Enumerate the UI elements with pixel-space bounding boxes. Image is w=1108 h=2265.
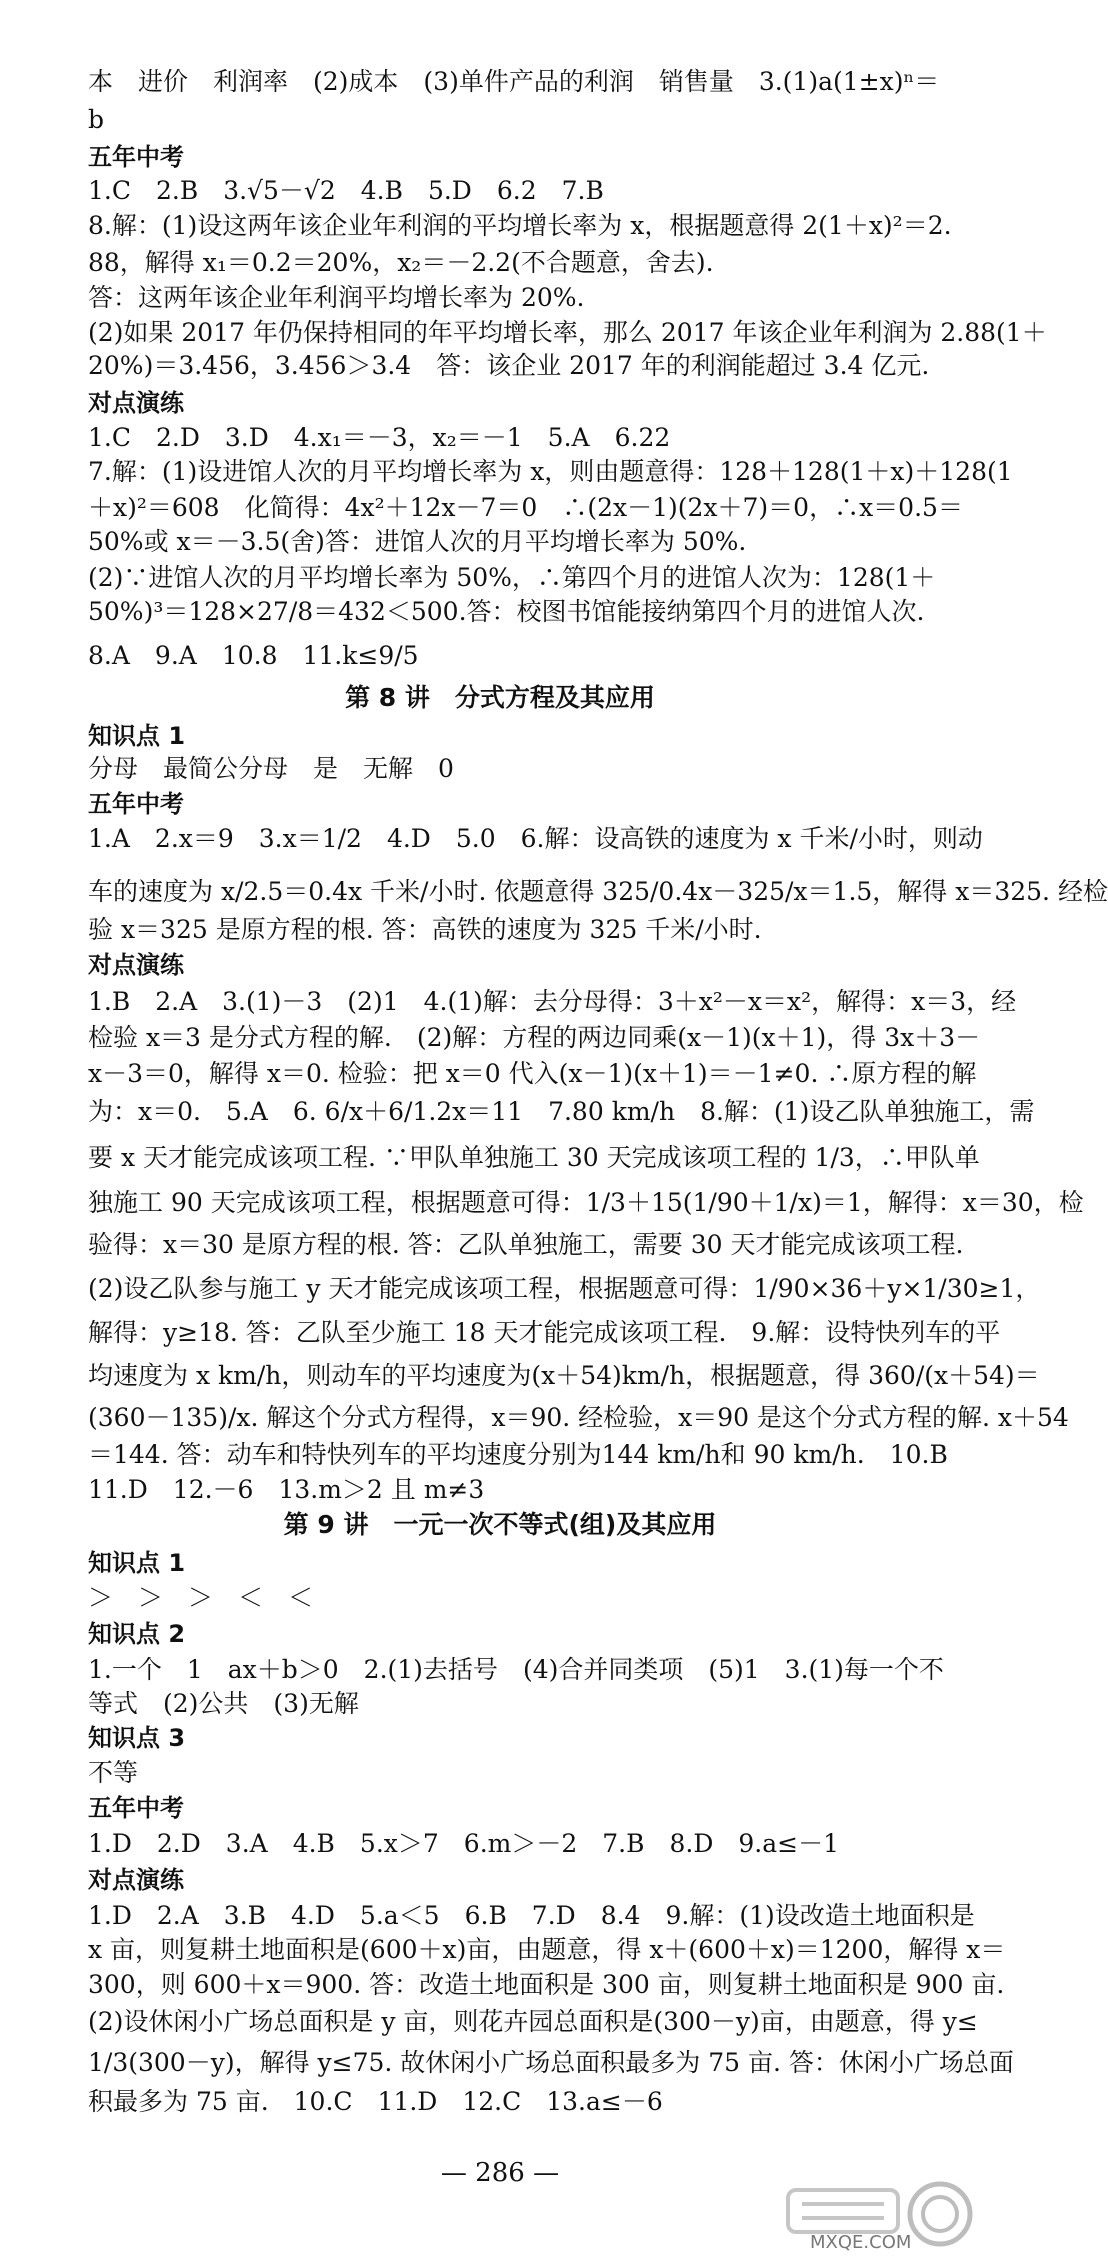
answer-line: 车的速度为 x/2.5＝0.4x 千米/小时. 依题意得 325/0.4x－325/x＝1.5，解得 x＝325. 经检 — [88, 877, 1108, 906]
answer-line: 为：x＝0. 5.A 6. 6/x＋6/1.2x＝11 7.80 km/h 8.解：(1)设乙队单独施工，需 — [88, 1097, 1035, 1126]
section-title: 第 9 讲 一元一次不等式(组)及其应用 — [283, 1510, 717, 1539]
answer-line: 要 x 天才能完成该项工程. ∵甲队单独施工 30 天完成该项工程的 1/3，∴甲队单 — [88, 1143, 980, 1172]
answer-line: 验得：x＝30 是原方程的根. 答：乙队单独施工，需要 30 天才能完成该项工程. — [88, 1230, 964, 1259]
answer-line: 等式 (2)公共 (3)无解 — [88, 1689, 359, 1718]
answer-line: 300，则 600＋x＝900. 答：改造土地面积是 300 亩，则复耕土地面积是 900 亩. — [88, 1970, 1005, 1999]
answer-line: (2)设乙队参与施工 y 天才能完成该项工程，根据题意可得：1/90×36＋y×1/30≥1， — [88, 1274, 1041, 1303]
answer-line: 均速度为 x km/h，则动车的平均速度为(x＋54)km/h，根据题意，得 360/(x＋54)＝ — [88, 1361, 1040, 1390]
answer-line: 50%或 x＝－3.5(舍)答：进馆人次的月平均增长率为 50%. — [88, 527, 747, 556]
answer-line: 1.D 2.A 3.B 4.D 5.a＜5 6.B 7.D 8.4 9.解：(1)设改造土地面积是 — [88, 1901, 975, 1930]
answer-line: 独施工 90 天完成该项工程，根据题意可得：1/3＋15(1/90＋1/x)＝1，解得：x＝30，检 — [88, 1188, 1084, 1217]
page-number: — 286 — — [440, 2158, 560, 2188]
section-title: 第 8 讲 分式方程及其应用 — [345, 683, 655, 712]
section-heading: 五年中考 — [88, 143, 184, 171]
watermark-text: MXQE.COM — [810, 2232, 912, 2253]
answer-line: 积最多为 75 亩. 10.C 11.D 12.C 13.a≤－6 — [88, 2087, 663, 2116]
section-heading: 五年中考 — [88, 1794, 184, 1822]
answer-line: 1.B 2.A 3.(1)－3 (2)1 4.(1)解：去分母得：3＋x²－x＝x²，解得：x＝3，经 — [88, 987, 1017, 1016]
answer-line: 11.D 12.－6 13.m＞2 且 m≠3 — [88, 1475, 485, 1504]
answer-line: 8.解：(1)设这两年该企业年利润的平均增长率为 x，根据题意得 2(1＋x)²＝2. — [88, 211, 952, 240]
answer-line: 不等 — [88, 1758, 139, 1787]
answer-line: 88，解得 x₁＝0.2＝20%，x₂＝－2.2(不合题意，舍去). — [88, 248, 714, 277]
section-heading: 对点演练 — [88, 951, 184, 979]
answer-line: 20%)＝3.456，3.456＞3.4 答：该企业 2017 年的利润能超过 3.4 亿元. — [88, 351, 930, 380]
section-heading: 知识点 1 — [88, 1549, 186, 1577]
section-heading: 五年中考 — [88, 790, 184, 818]
answer-line: 1.一个 1 ax＋b＞0 2.(1)去括号 (4)合并同类项 (5)1 3.(1)每一个不 — [88, 1655, 944, 1684]
answer-line: 验 x＝325 是原方程的根. 答：高铁的速度为 325 千米/小时. — [88, 915, 762, 944]
section-heading: 知识点 3 — [88, 1724, 186, 1752]
answer-line: x 亩，则复耕土地面积是(600＋x)亩，由题意，得 x＋(600＋x)＝1200，解得 x＝ — [88, 1935, 1006, 1964]
answer-line: (2)如果 2017 年仍保持相同的年平均增长率，那么 2017 年该企业年利润为 2.88(1＋ — [88, 318, 1047, 347]
answer-line: 答：这两年该企业年利润平均增长率为 20%. — [88, 283, 585, 312]
answer-line: ＞ ＞ ＞ ＜ ＜ — [88, 1583, 314, 1612]
answer-line: 1.A 2.x＝9 3.x＝1/2 4.D 5.0 6.解：设高铁的速度为 x 千米/小时，则动 — [88, 824, 983, 853]
answer-line: x－3＝0，解得 x＝0. 检验：把 x＝0 代入(x－1)(x＋1)＝－1≠0. ∴原方程的解 — [88, 1059, 977, 1088]
answer-line: (360－135)/x. 解这个分式方程得，x＝90. 经检验，x＝90 是这个分式方程的解. x＋54 — [88, 1403, 1069, 1432]
answer-line: 1.C 2.D 3.D 4.x₁＝－3，x₂＝－1 5.A 6.22 — [88, 423, 671, 452]
section-heading: 知识点 1 — [88, 722, 186, 750]
answer-line: 1.C 2.B 3.√5－√2 4.B 5.D 6.2 7.B — [88, 176, 604, 205]
answer-line: 检验 x＝3 是分式方程的解. (2)解：方程的两边同乘(x－1)(x＋1)，得 3x＋3－ — [88, 1023, 981, 1052]
answer-line: ＋x)²＝608 化简得：4x²＋12x－7＝0 ∴(2x－1)(2x＋7)＝0，∴x＝0.5＝ — [88, 493, 963, 522]
answer-line: (2)设休闲小广场总面积是 y 亩，则花卉园总面积是(300－y)亩，由题意，得 y≤ — [88, 2007, 978, 2036]
answer-line: (2)∵进馆人次的月平均增长率为 50%，∴第四个月的进馆人次为：128(1＋ — [88, 563, 936, 592]
answer-line: 8.A 9.A 10.8 11.k≤9/5 — [88, 641, 419, 670]
answer-line: 50%)³＝128×27/8＝432＜500.答：校图书馆能接纳第四个月的进馆人次. — [88, 597, 925, 626]
answer-line: 本 进价 利润率 (2)成本 (3)单件产品的利润 销售量 3.(1)a(1±x)ⁿ＝ — [88, 67, 940, 96]
answer-line: ＝144. 答：动车和特快列车的平均速度分别为144 km/h和 90 km/h. 10.B — [88, 1440, 948, 1469]
section-heading: 知识点 2 — [88, 1620, 186, 1648]
answer-line: 分母 最简公分母 是 无解 0 — [88, 754, 454, 783]
answer-line: 解得：y≥18. 答：乙队至少施工 18 天才能完成该项工程. 9.解：设特快列车的平 — [88, 1318, 1001, 1347]
section-heading: 对点演练 — [88, 389, 184, 417]
answer-line: 1.D 2.D 3.A 4.B 5.x＞7 6.m＞－2 7.B 8.D 9.a≤－1 — [88, 1829, 839, 1858]
answer-line: 7.解：(1)设进馆人次的月平均增长率为 x，则由题意得：128＋128(1＋x)＋128(1 — [88, 457, 1013, 486]
answer-line: 1/3(300－y)，解得 y≤75. 故休闲小广场总面积最多为 75 亩. 答：休闲小广场总面 — [88, 2048, 1014, 2077]
answer-line: b — [88, 105, 105, 134]
section-heading: 对点演练 — [88, 1866, 184, 1894]
